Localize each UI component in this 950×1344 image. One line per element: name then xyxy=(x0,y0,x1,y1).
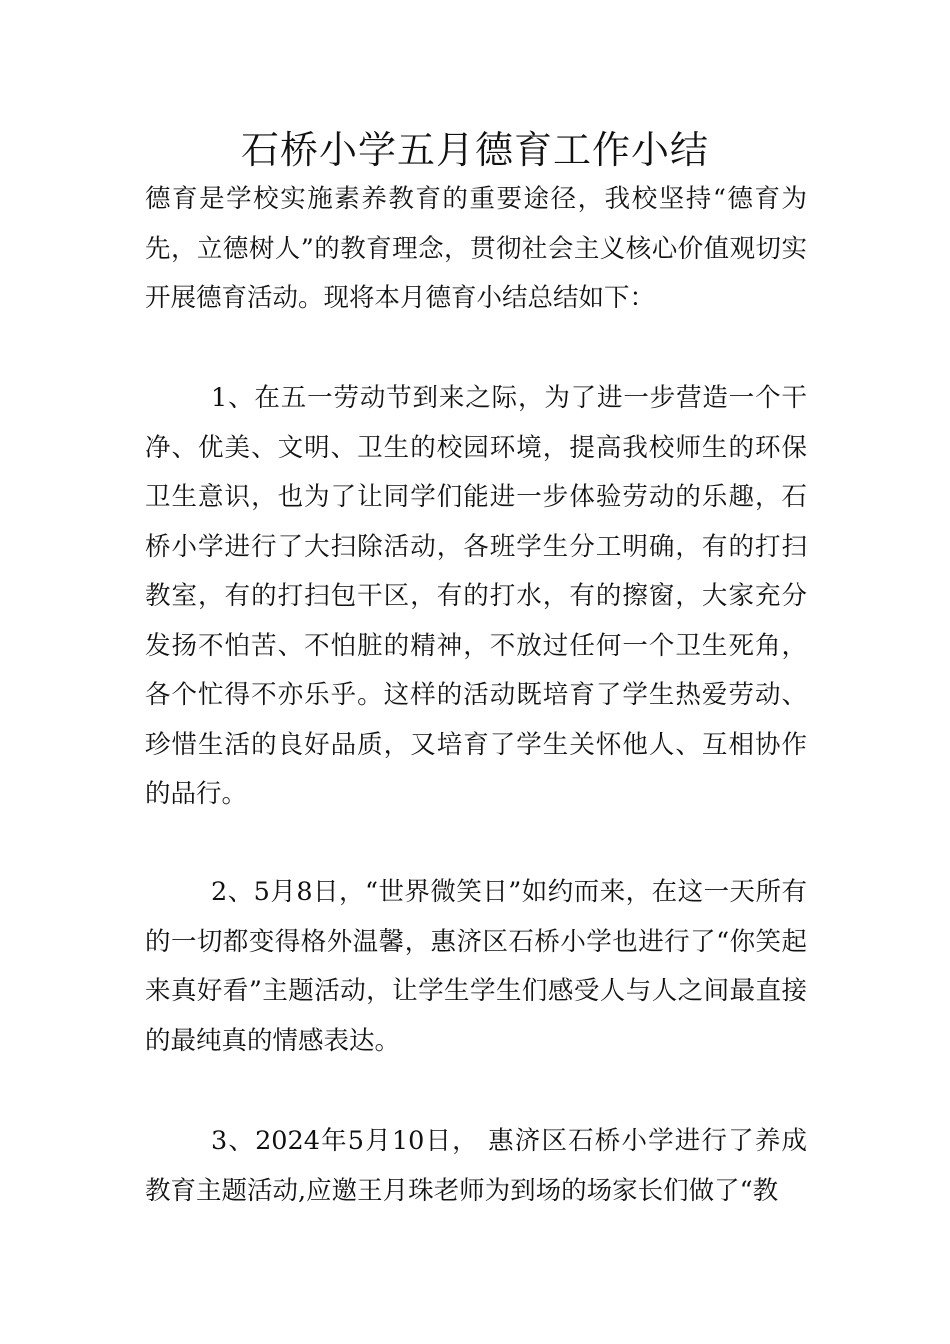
paragraph-intro: 德育是学校实施素养教育的重要途径，我校坚持“德育为先，立德树人”的教育理念，贯彻社会主义核心价值观切实开展德育活动。现将本月德育小结总结如下： xyxy=(145,184,807,313)
paragraph-item-3: 3、2024年5月10日， 惠济区石桥小学进行了养成教育主题活动,应邀王月珠老师为到场的场家长们做了“教 xyxy=(145,1126,807,1206)
paragraph-item-1: 1、在五一劳动节到来之际，为了进一步营造一个干净、优美、文明、卫生的校园环境，提高我校师生的环保卫生意识，也为了让同学们能进一步体验劳动的乐趣，石桥小学进行了大扫除活动，各班学生分工明确，有的打扫教室，有的打扫包干区，有的打水，有的擦窗，大家充分发扬不怕苦、不怕脏的精神，不放过任何一个卫生死角，各个忙得不亦乐乎。这样的活动既培育了学生热爱劳动、珍惜生活的良好品质，又培育了学生关怀他人、互相协作的品行。 xyxy=(145,383,807,809)
document-title: 石桥小学五月德育工作小结 xyxy=(240,128,709,172)
paragraph-item-2: 2、5月8日，“世界微笑日”如约而来，在这一天所有的一切都变得格外温馨，惠济区石桥小学也进行了“你笑起来真好看”主题活动，让学生学生们感受人与人之间最直接的最纯真的情感表达。 xyxy=(145,877,807,1056)
